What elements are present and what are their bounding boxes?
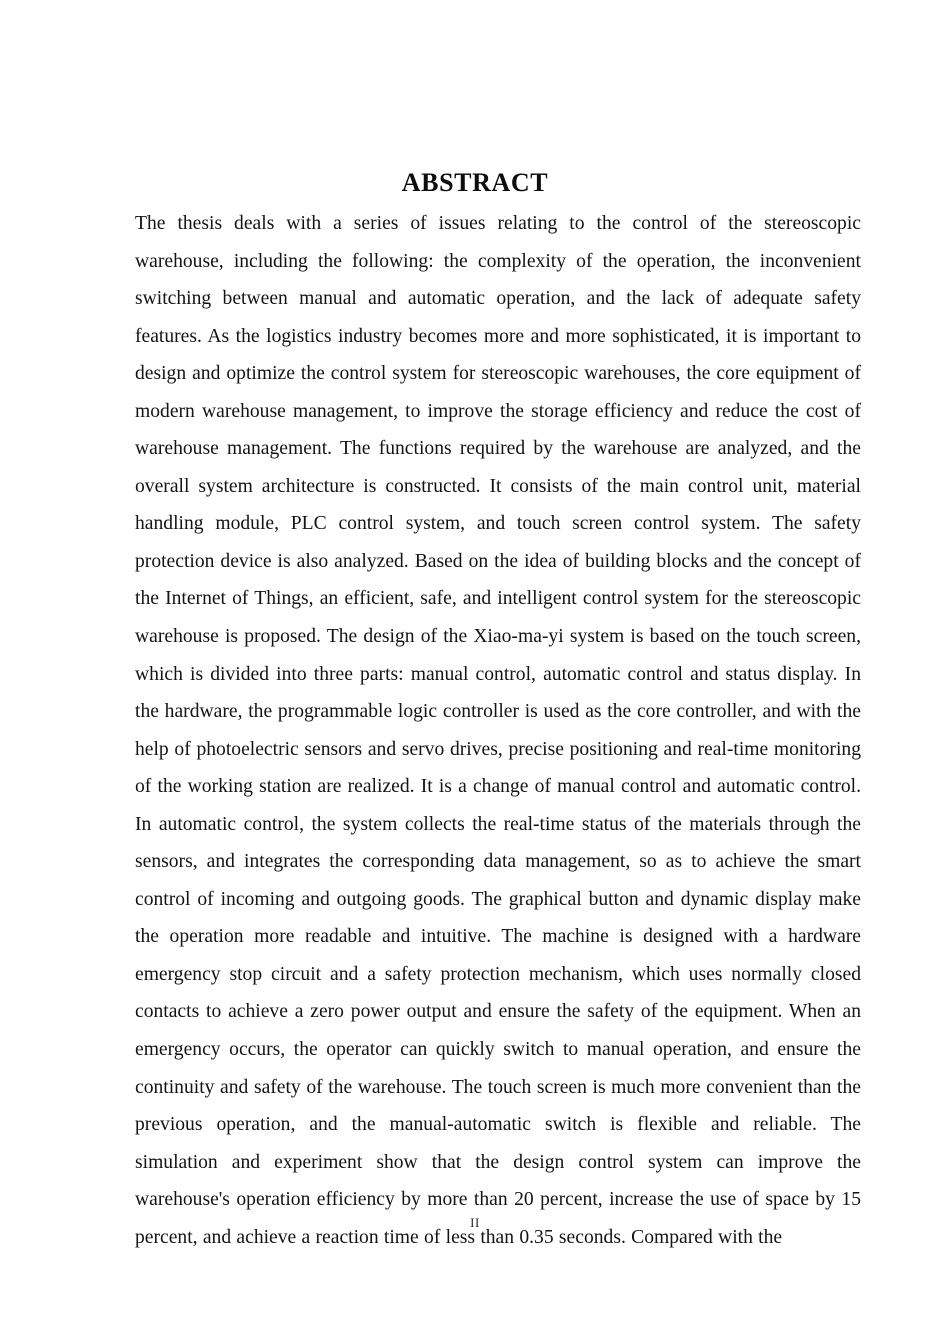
page-title: ABSTRACT: [401, 168, 549, 198]
page-number-footer: II: [470, 1215, 480, 1230]
abstract-body: [135, 205, 861, 1256]
abstract-paragraph: The thesis deals with a series of issues relating to the control of the stereoscopic warehouse, including the following: the complexity of the operation, the inconvenient switching between manual and automatic operation, and the lack of adequate safety features. As the logistics industry becomes more and more sophisticated, it is important to design and optimize the control system for stereoscopic warehouses, the core equipment of modern warehouse management, to improve the storage efficiency and reduce the cost of warehouse management. The functions required by the warehouse are analyzed, and the overall system architecture is constructed. It consists of the main control unit, material handling module, PLC control system, and touch screen control system. The safety protection device is also analyzed. Based on the idea of building blocks and the concept of the Internet of Things, an efficient, safe, and intelligent control system for the stereoscopic warehouse is proposed. The design of the Xiao-ma-yi system is based on the touch screen, which is divided into three parts: manual control, automatic control and status display. In the hardware, the programmable logic controller is used as the core controller, and with the help of photoelectric sensors and servo drives, precise positioning and real-time monitoring of the working station are realized. It is a change of manual control and automatic control. In automatic control, the system collects the real-time status of the materials through the sensors, and integrates the corresponding data management, so as to achieve the smart control of incoming and outgoing goods. The graphical button and dynamic display make the operation more readable and intuitive. The machine is designed with a hardware emergency stop circuit and a safety protection mechanism, which uses normally closed contacts to achieve a zero power output and ensure the safety of the equipment. When an emergency occurs, the operator can quickly switch to manual operation, and ensure the continuity and safety of the warehouse. The touch screen is much more convenient than the previous operation, and the manual-automatic switch is flexible and reliable. The simulation and experiment show that the design control system can improve the warehouse's operation efficiency by more than 20 percent, increase the use of space by 15 percent, and achieve a reaction time of less than 0.35 seconds. Compared with the: [135, 213, 861, 1248]
